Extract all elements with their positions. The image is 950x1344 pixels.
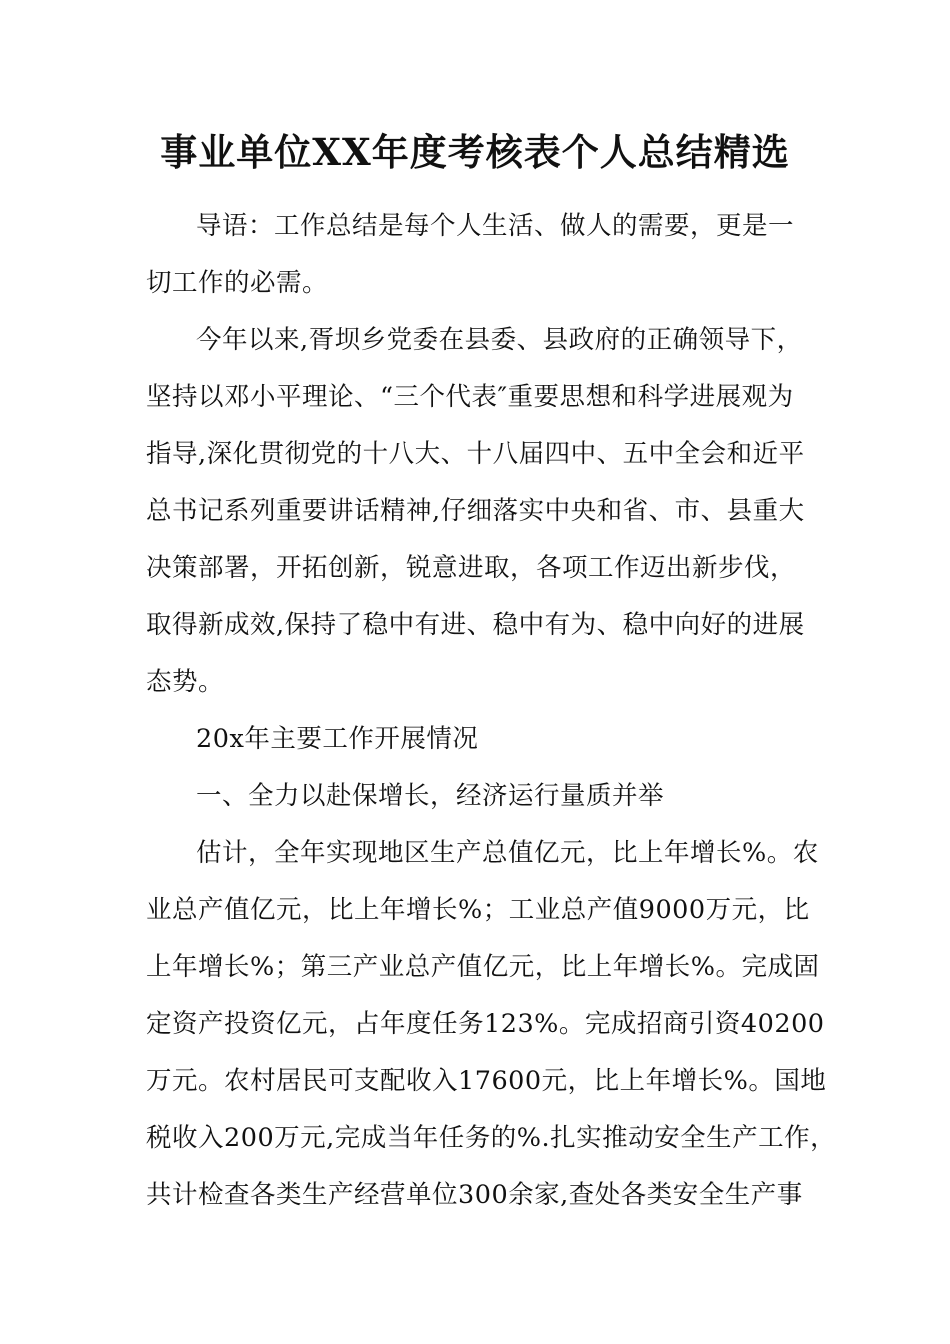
paragraph-line: 决策部署，开拓创新，锐意进取，各项工作迈出新步伐， bbox=[146, 553, 797, 583]
paragraph-line: 上年增长%；第三产业总产值亿元，比上年增长%。完成固 bbox=[146, 952, 820, 982]
paragraph-line: 坚持以邓小平理论、“三个代表″重要思想和科学进展观为 bbox=[146, 382, 794, 412]
paragraph-line: 共计检查各类生产经营单位300余家,查处各类安全生产事 bbox=[146, 1180, 803, 1210]
paragraph-line: 估计，全年实现地区生产总值亿元，比上年增长%。农 bbox=[196, 838, 819, 868]
section-heading: 20x年主要工作开展情况 bbox=[196, 724, 479, 754]
document-title: 事业单位XX年度考核表个人总结精选 bbox=[160, 130, 790, 174]
paragraph-line: 今年以来,胥坝乡党委在县委、县政府的正确领导下， bbox=[196, 325, 803, 355]
paragraph-line: 导语：工作总结是每个人生活、做人的需要，更是一 bbox=[196, 211, 795, 241]
paragraph-line: 万元。农村居民可支配收入17600元，比上年增长%。国地 bbox=[146, 1066, 827, 1096]
paragraph-line: 切工作的必需。 bbox=[146, 268, 329, 298]
paragraph-line: 业总产值亿元，比上年增长%；工业总产值9000万元，比 bbox=[146, 895, 810, 925]
paragraph-line: 指导,深化贯彻党的十八大、十八届四中、五中全会和近平 bbox=[146, 439, 805, 469]
paragraph-line: 税收入200万元,完成当年任务的%.扎实推动安全生产工作， bbox=[146, 1123, 837, 1153]
paragraph-line: 定资产投资亿元，占年度任务123%。完成招商引资40200 bbox=[146, 1009, 825, 1039]
paragraph-line: 总书记系列重要讲话精神,仔细落实中央和省、市、县重大 bbox=[146, 496, 805, 526]
paragraph-line: 态势。 bbox=[146, 667, 225, 697]
section-heading: 一、全力以赴保增长，经济运行量质并举 bbox=[196, 781, 665, 811]
paragraph-line: 取得新成效,保持了稳中有进、稳中有为、稳中向好的进展 bbox=[146, 610, 805, 640]
